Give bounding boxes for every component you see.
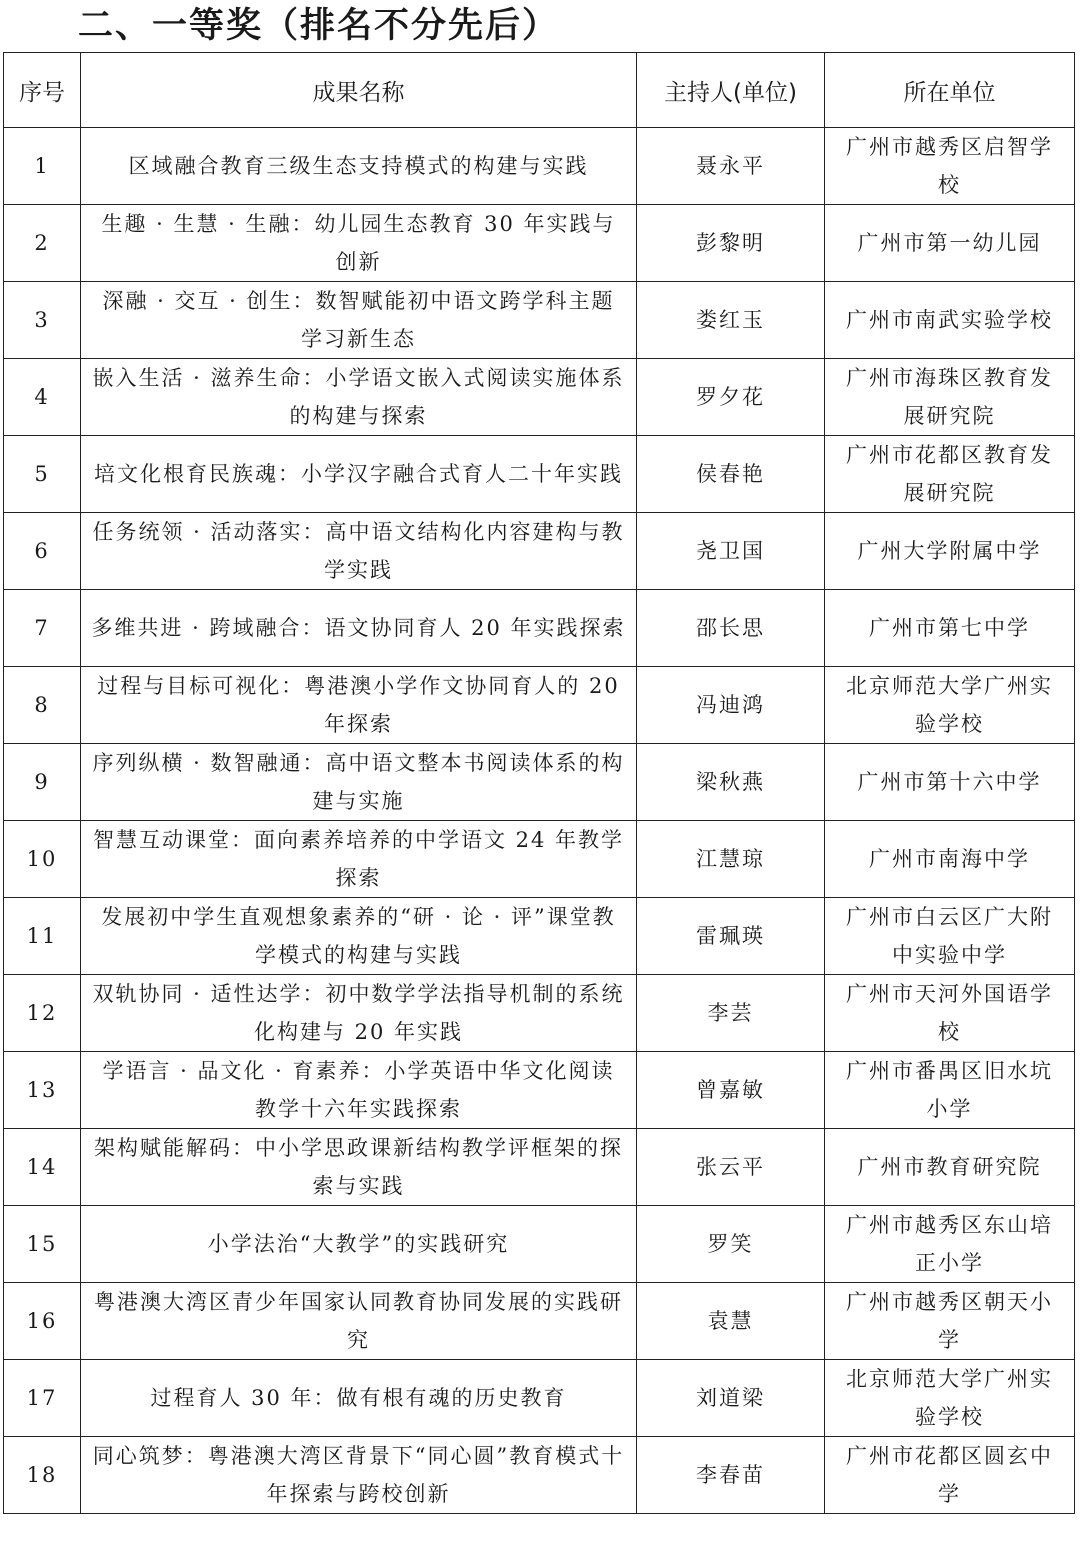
header-organization: 所在单位 — [825, 53, 1075, 128]
table-row — [4, 975, 1075, 1052]
table-row — [4, 513, 1075, 590]
cell-host: 尧卫国 — [637, 513, 825, 590]
cell-achievement-title: 发展初中学生直观想象素养的“研 · 论 · 评”课堂教学模式的构建与实践 — [81, 898, 637, 975]
table-row — [4, 898, 1075, 975]
cell-achievement-title: 嵌入生活 · 滋养生命：小学语文嵌入式阅读实施体系的构建与探索 — [81, 359, 637, 436]
section-heading: 二、一等奖（排名不分先后） — [78, 6, 560, 46]
cell-serial-number: 9 — [4, 744, 81, 821]
cell-serial-number: 7 — [4, 590, 81, 667]
table-row — [4, 744, 1075, 821]
cell-achievement-title: 学语言 · 品文化 · 育素养：小学英语中华文化阅读教学十六年实践探索 — [81, 1052, 637, 1129]
cell-organization: 广州市天河外国语学校 — [825, 975, 1075, 1052]
table-row — [4, 205, 1075, 282]
header-host: 主持人(单位) — [637, 53, 825, 128]
cell-achievement-title: 序列纵横 · 数智融通：高中语文整本书阅读体系的构建与实施 — [81, 744, 637, 821]
cell-achievement-title: 粤港澳大湾区青少年国家认同教育协同发展的实践研究 — [81, 1283, 637, 1360]
cell-achievement-title: 小学法治“大教学”的实践研究 — [81, 1206, 637, 1283]
cell-organization: 广州市教育研究院 — [825, 1129, 1075, 1206]
cell-host: 雷珮瑛 — [637, 898, 825, 975]
cell-organization: 北京师范大学广州实验学校 — [825, 1360, 1075, 1437]
table-row — [4, 821, 1075, 898]
cell-host: 娄红玉 — [637, 282, 825, 359]
cell-serial-number: 18 — [4, 1437, 81, 1514]
cell-organization: 广州市白云区广大附中实验中学 — [825, 898, 1075, 975]
table-header-row — [4, 53, 1075, 128]
cell-host: 曾嘉敏 — [637, 1052, 825, 1129]
cell-host: 张云平 — [637, 1129, 825, 1206]
table-row — [4, 359, 1075, 436]
table-body — [4, 128, 1075, 1514]
table-row — [4, 128, 1075, 205]
cell-host: 聂永平 — [637, 128, 825, 205]
cell-serial-number: 2 — [4, 205, 81, 282]
table-row — [4, 1052, 1075, 1129]
cell-serial-number: 14 — [4, 1129, 81, 1206]
cell-host: 李春苗 — [637, 1437, 825, 1514]
cell-serial-number: 16 — [4, 1283, 81, 1360]
header-serial-number: 序号 — [4, 53, 81, 128]
cell-organization: 广州市花都区教育发展研究院 — [825, 436, 1075, 513]
cell-achievement-title: 同心筑梦：粤港澳大湾区背景下“同心圆”教育模式十年探索与跨校创新 — [81, 1437, 637, 1514]
cell-achievement-title: 任务统领 · 活动落实：高中语文结构化内容建构与教学实践 — [81, 513, 637, 590]
cell-organization: 广州市越秀区启智学校 — [825, 128, 1075, 205]
cell-serial-number: 17 — [4, 1360, 81, 1437]
cell-organization: 广州市第一幼儿园 — [825, 205, 1075, 282]
cell-organization: 北京师范大学广州实验学校 — [825, 667, 1075, 744]
table-row — [4, 1206, 1075, 1283]
cell-host: 江慧琼 — [637, 821, 825, 898]
cell-host: 彭黎明 — [637, 205, 825, 282]
cell-achievement-title: 架构赋能解码：中小学思政课新结构教学评框架的探索与实践 — [81, 1129, 637, 1206]
header-achievement-title: 成果名称 — [81, 53, 637, 128]
table-row — [4, 1360, 1075, 1437]
cell-achievement-title: 培文化根育民族魂：小学汉字融合式育人二十年实践 — [81, 436, 637, 513]
cell-host: 刘道梁 — [637, 1360, 825, 1437]
table-row — [4, 1437, 1075, 1514]
cell-organization: 广州大学附属中学 — [825, 513, 1075, 590]
cell-serial-number: 4 — [4, 359, 81, 436]
table-row — [4, 667, 1075, 744]
cell-achievement-title: 多维共进 · 跨域融合：语文协同育人 20 年实践探索 — [81, 590, 637, 667]
cell-serial-number: 12 — [4, 975, 81, 1052]
awards-table — [3, 52, 1075, 1514]
cell-organization: 广州市南海中学 — [825, 821, 1075, 898]
cell-organization: 广州市番禺区旧水坑小学 — [825, 1052, 1075, 1129]
table-row — [4, 282, 1075, 359]
cell-host: 李芸 — [637, 975, 825, 1052]
cell-host: 梁秋燕 — [637, 744, 825, 821]
cell-achievement-title: 生趣 · 生慧 · 生融：幼儿园生态教育 30 年实践与创新 — [81, 205, 637, 282]
cell-host: 罗笑 — [637, 1206, 825, 1283]
cell-serial-number: 13 — [4, 1052, 81, 1129]
cell-achievement-title: 区域融合教育三级生态支持模式的构建与实践 — [81, 128, 637, 205]
cell-achievement-title: 过程育人 30 年：做有根有魂的历史教育 — [81, 1360, 637, 1437]
cell-serial-number: 6 — [4, 513, 81, 590]
cell-serial-number: 1 — [4, 128, 81, 205]
cell-organization: 广州市南武实验学校 — [825, 282, 1075, 359]
cell-serial-number: 5 — [4, 436, 81, 513]
cell-organization: 广州市第十六中学 — [825, 744, 1075, 821]
cell-organization: 广州市花都区圆玄中学 — [825, 1437, 1075, 1514]
cell-serial-number: 8 — [4, 667, 81, 744]
table-row — [4, 590, 1075, 667]
cell-serial-number: 10 — [4, 821, 81, 898]
cell-host: 邵长思 — [637, 590, 825, 667]
cell-organization: 广州市越秀区朝天小学 — [825, 1283, 1075, 1360]
cell-organization: 广州市海珠区教育发展研究院 — [825, 359, 1075, 436]
table-row — [4, 436, 1075, 513]
table-row — [4, 1283, 1075, 1360]
cell-host: 袁慧 — [637, 1283, 825, 1360]
cell-serial-number: 15 — [4, 1206, 81, 1283]
cell-organization: 广州市越秀区东山培正小学 — [825, 1206, 1075, 1283]
cell-achievement-title: 过程与目标可视化：粤港澳小学作文协同育人的 20 年探索 — [81, 667, 637, 744]
cell-serial-number: 11 — [4, 898, 81, 975]
cell-achievement-title: 深融 · 交互 · 创生：数智赋能初中语文跨学科主题学习新生态 — [81, 282, 637, 359]
cell-host: 罗夕花 — [637, 359, 825, 436]
cell-host: 冯迪鸿 — [637, 667, 825, 744]
cell-host: 侯春艳 — [637, 436, 825, 513]
cell-organization: 广州市第七中学 — [825, 590, 1075, 667]
cell-achievement-title: 智慧互动课堂：面向素养培养的中学语文 24 年教学探索 — [81, 821, 637, 898]
table-row — [4, 1129, 1075, 1206]
cell-achievement-title: 双轨协同 · 适性达学：初中数学学法指导机制的系统化构建与 20 年实践 — [81, 975, 637, 1052]
cell-serial-number: 3 — [4, 282, 81, 359]
